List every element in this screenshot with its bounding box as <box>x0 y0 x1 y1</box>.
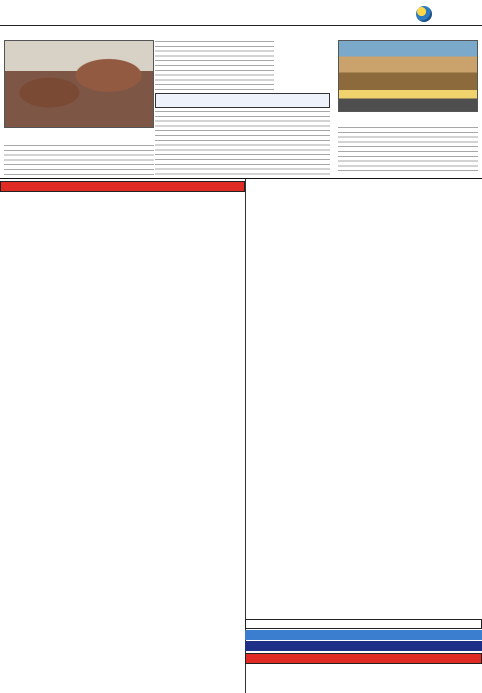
left-table-panel <box>0 179 245 693</box>
story-drugs-title-box <box>155 93 330 108</box>
news-area <box>0 27 482 177</box>
story-drugs-body <box>155 111 330 175</box>
right-table-panel <box>245 179 482 693</box>
story-meat-body <box>4 145 154 175</box>
notice-2 <box>245 630 482 640</box>
notice-3 <box>245 641 482 651</box>
newspaper-logo <box>414 2 476 24</box>
story-smuggling-photo <box>338 40 478 112</box>
globe-icon <box>416 6 432 22</box>
alborz-banner <box>0 181 245 192</box>
outage-tables <box>0 178 482 693</box>
qeshm-banner <box>245 653 482 664</box>
story-meat-photo <box>4 40 154 128</box>
story-housing-lead <box>278 41 330 65</box>
masthead <box>0 0 482 26</box>
notice-1 <box>245 619 482 629</box>
story-smuggling-body <box>338 127 478 175</box>
